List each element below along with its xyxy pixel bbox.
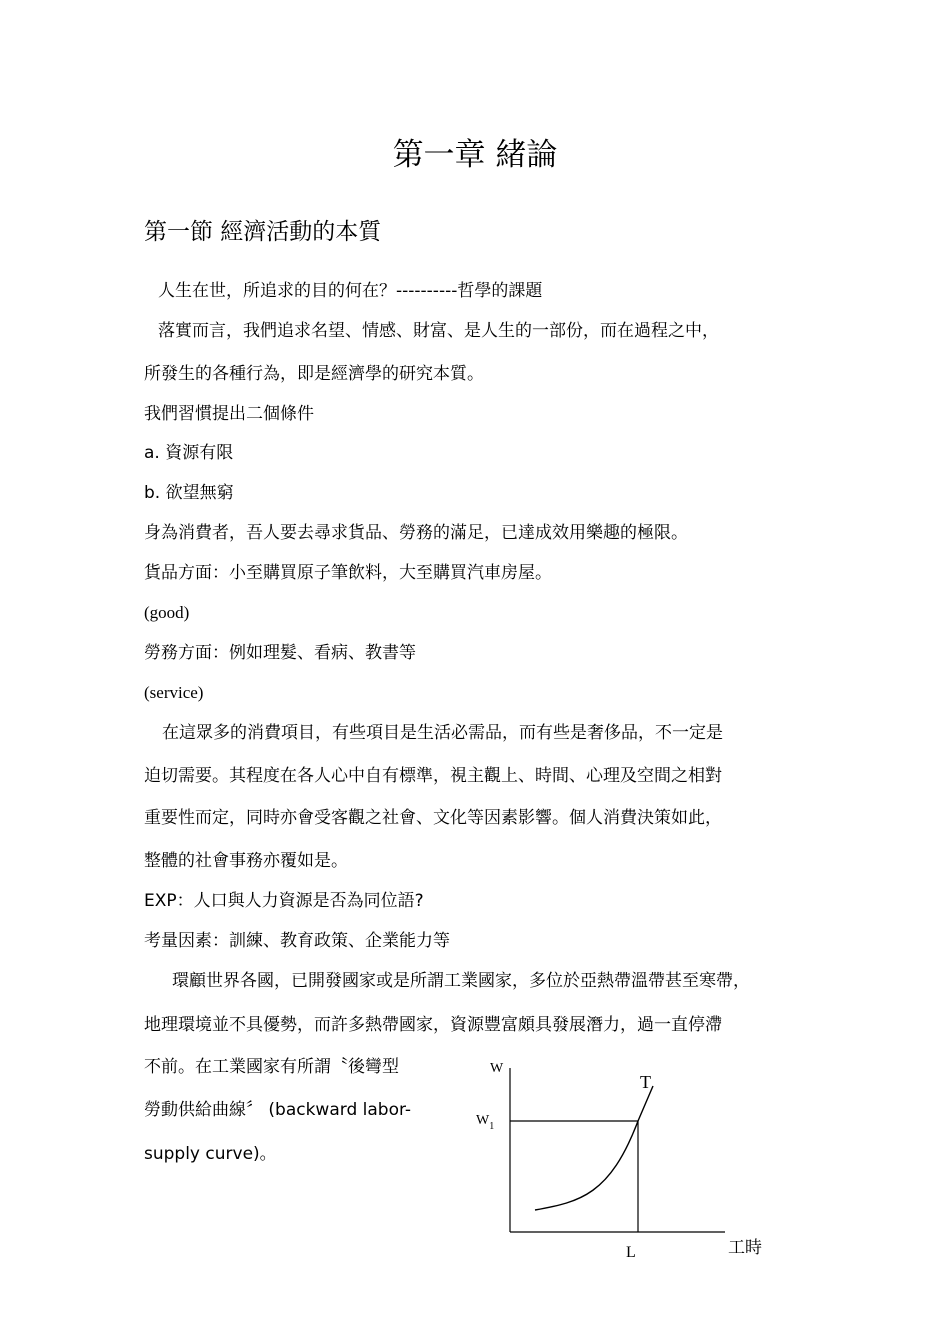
paragraph-line: 所發生的各種行為，即是經濟學的研究本質。 xyxy=(144,364,484,384)
paragraph-line: EXP：人口與人力資源是否為同位語? xyxy=(144,891,424,911)
supply-curve xyxy=(535,1086,653,1210)
x-marker-label: L xyxy=(626,1244,636,1261)
list-item: b. 欲望無窮 xyxy=(144,483,234,503)
paragraph-line: 考量因素：訓練、教育政策、企業能力等 xyxy=(144,931,450,951)
paragraph-line: 身為消費者，吾人要去尋求貨品、勞務的滿足，已達成效用樂趣的極限。 xyxy=(144,523,688,543)
section-heading: 第一節 經濟活動的本質 xyxy=(144,219,382,245)
paragraph-line: 貨品方面：小至購買原子筆飲料，大至購買汽車房屋。 xyxy=(144,563,552,583)
paragraph-line: 在這眾多的消費項目，有些項目是生活必需品，而有些是奢侈品，不一定是 xyxy=(162,723,723,743)
paragraph-line: 落實而言，我們追求名望、情感、財富、是人生的一部份，而在過程之中， xyxy=(158,321,719,341)
paragraph-line: supply curve)。 xyxy=(144,1144,277,1164)
paragraph-line: 整體的社會事務亦覆如是。 xyxy=(144,851,348,871)
curve-label: T xyxy=(640,1072,651,1092)
y-axis-label: W xyxy=(490,1061,504,1076)
paragraph-line: 我們習慣提出二個條件 xyxy=(144,404,314,424)
paragraph-line: 人生在世，所追求的目的何在？----------哲學的課題 xyxy=(158,281,543,301)
paragraph-line: 重要性而定，同時亦會受客觀之社會、文化等因素影響。個人消費決策如此， xyxy=(144,808,722,828)
paragraph-line: 勞務方面：例如理髮、看病、教書等 xyxy=(144,643,416,663)
paragraph-line: (service) xyxy=(144,683,204,702)
labor-supply-figure xyxy=(470,1050,790,1270)
w1-label: $W_1$ xyxy=(476,1113,495,1132)
paragraph-line: 勞動供給曲線〞 (backward labor- xyxy=(144,1100,412,1120)
paragraph-line: 環顧世界各國，已開發國家或是所謂工業國家，多位於亞熱帶溫帶甚至寒帶， xyxy=(172,971,750,991)
paragraph-line: (good) xyxy=(144,603,190,622)
x-axis-label: 工時 xyxy=(728,1238,762,1258)
list-item: a. 資源有限 xyxy=(144,443,234,463)
paragraph-line: 地理環境並不具優勢，而許多熱帶國家，資源豐富頗具發展潛力，過一直停滯 xyxy=(144,1015,722,1035)
paragraph-line: 不前。在工業國家有所謂〝後彎型 xyxy=(144,1057,399,1077)
paragraph-line: 迫切需要。其程度在各人心中自有標準，視主觀上、時間、心理及空間之相對 xyxy=(144,766,722,786)
chapter-title: 第一章 緒論 xyxy=(392,137,558,173)
